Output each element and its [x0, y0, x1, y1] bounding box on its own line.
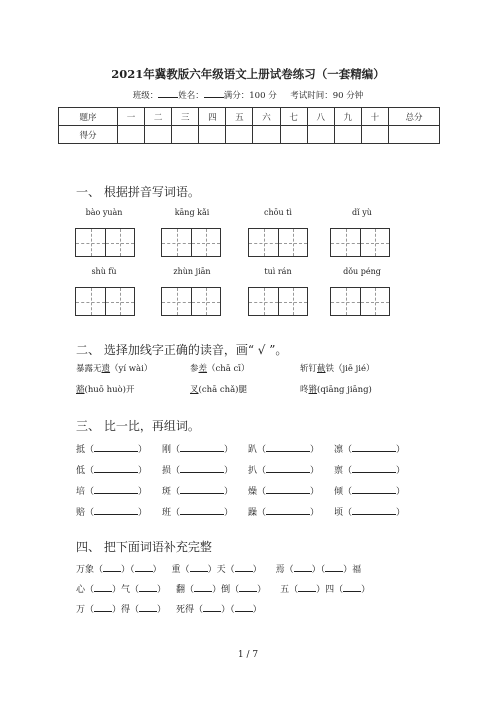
- pinyin-label: dǐ yù: [352, 208, 372, 217]
- score-cell[interactable]: [145, 126, 172, 144]
- writing-grid[interactable]: [248, 228, 308, 257]
- score-cell[interactable]: [389, 126, 440, 144]
- class-label: 班级：: [132, 91, 159, 101]
- exam-time: 考试时间：90 分钟: [290, 91, 364, 101]
- score-cell[interactable]: [307, 126, 334, 144]
- class-blank: [158, 88, 178, 98]
- writing-grid[interactable]: [330, 287, 390, 316]
- page-number: 1 / 7: [237, 650, 259, 660]
- score-cell[interactable]: [361, 126, 388, 144]
- reading-item[interactable]: 参差（chā cī）: [190, 364, 250, 374]
- pinyin-label: shù fù: [91, 267, 117, 276]
- pinyin-label: tuì rán: [264, 267, 292, 276]
- score-row: [59, 126, 440, 144]
- score-header-row: [59, 108, 440, 126]
- pinyin-label: bào yuàn: [85, 208, 123, 217]
- name-blank: [204, 88, 224, 98]
- full-score: 满分：100 分: [223, 91, 277, 101]
- reading-item[interactable]: 暴露无遗（yí wài）: [76, 364, 153, 374]
- score-cell[interactable]: [172, 126, 199, 144]
- q1-heading: 一、 根据拼音写词语。: [76, 185, 200, 199]
- reading-item[interactable]: 叉(chā chǎ)腿: [190, 385, 247, 395]
- reading-item[interactable]: 斩钉截铁（jiē jié）: [300, 364, 375, 374]
- header-cell: 八: [307, 108, 334, 126]
- q3-heading: 三、 比一比，再组词。: [76, 419, 200, 433]
- pinyin-label: kāng kǎi: [174, 208, 210, 217]
- exam-info: [0, 88, 496, 101]
- writing-grid[interactable]: [75, 228, 135, 257]
- writing-grid[interactable]: [161, 228, 221, 257]
- idiom-row: 万（ ）得（ ） 死得（ ）（ ）: [76, 601, 262, 615]
- compare-row: 低（ ） 损（ ） 扒（ ） 禀（ ）: [76, 462, 420, 476]
- idiom-row: 万象（ ）（ ） 重（ ）天（ ） 焉（ ）（ ）福: [76, 561, 361, 575]
- header-cell: 四: [199, 108, 226, 126]
- header-cell: 三: [172, 108, 199, 126]
- compare-row: 抵（ ） 刚（ ） 趴（ ） 凛（ ）: [76, 441, 420, 455]
- header-cell: 七: [280, 108, 307, 126]
- header-cell: 五: [226, 108, 253, 126]
- header-cell: 总分: [389, 108, 440, 126]
- score-cell[interactable]: [226, 126, 253, 144]
- score-cell[interactable]: [199, 126, 226, 144]
- header-cell: 二: [145, 108, 172, 126]
- q2-heading: 二、 选择加线字正确的读音，画“ √ ”。: [76, 343, 288, 357]
- pinyin-label: chōu tì: [264, 208, 292, 217]
- writing-grid[interactable]: [330, 228, 390, 257]
- name-label: 姓名：: [178, 91, 204, 101]
- header-cell: 一: [118, 108, 145, 126]
- row-label: 得分: [59, 126, 118, 144]
- q4-heading: 四、 把下面词语补充完整: [76, 540, 212, 554]
- compare-row: 培（ ） 斑（ ） 燥（ ） 倾（ ）: [76, 483, 420, 497]
- score-table: [58, 107, 440, 144]
- score-cell[interactable]: [334, 126, 361, 144]
- header-cell: 六: [253, 108, 280, 126]
- reading-item[interactable]: 豁(huō huò)开: [76, 385, 135, 395]
- score-cell[interactable]: [118, 126, 145, 144]
- writing-grid[interactable]: [161, 287, 221, 316]
- pinyin-label: zhùn jiān: [173, 267, 211, 276]
- compare-row: 赔（ ） 班（ ） 躁（ ） 顷（ ）: [76, 504, 420, 518]
- writing-grid[interactable]: [75, 287, 135, 316]
- writing-grid[interactable]: [248, 287, 308, 316]
- pinyin-label: dǒu péng: [343, 267, 381, 276]
- header-cell: 题序: [59, 108, 118, 126]
- header-cell: 九: [334, 108, 361, 126]
- header-cell: 十: [361, 108, 388, 126]
- score-cell[interactable]: [280, 126, 307, 144]
- reading-item[interactable]: 咚锵(qiāng jiāng): [300, 385, 372, 395]
- score-cell[interactable]: [253, 126, 280, 144]
- page-title: 2021年冀教版六年级语文上册试卷练习（一套精编）: [111, 67, 385, 81]
- idiom-row: 心（ ）气（ ） 翻（ ）倒（ ） 五（ ）四（ ）: [76, 581, 370, 595]
